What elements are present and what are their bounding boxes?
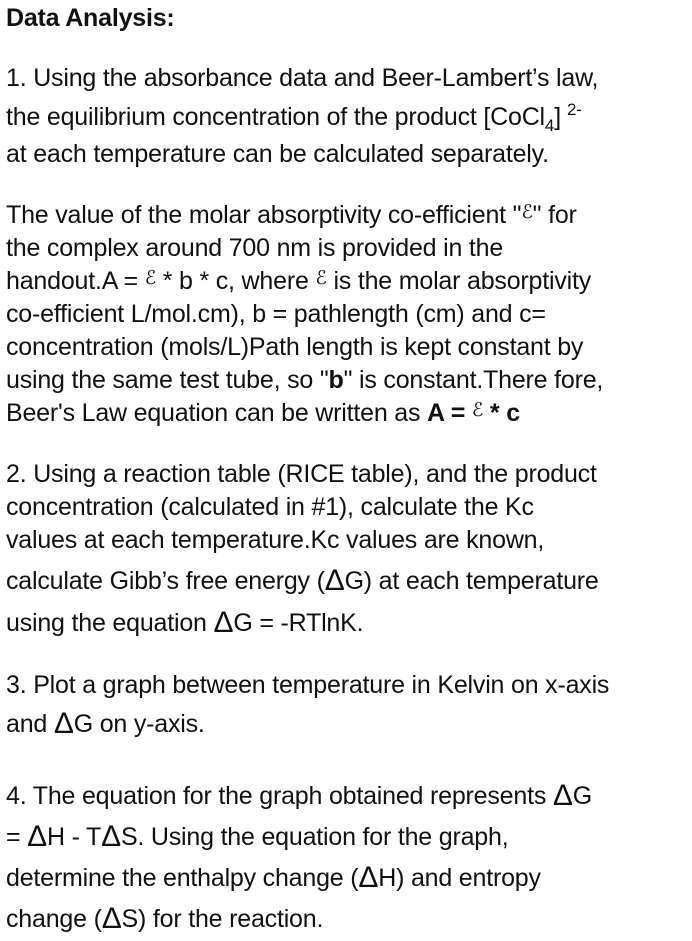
delta-symbol: Δ — [53, 707, 74, 740]
page-title: Data Analysis: — [6, 4, 175, 32]
step-4-line-2: = ΔH - TΔS. Using the equation for the graph, — [6, 820, 509, 853]
step-2-line-2: concentration (calculated in #1), calculate the Kc — [6, 493, 534, 521]
step-1-line-1: 1. Using the absorbance data and Beer-Lambert’s law, — [6, 64, 599, 92]
beers-law-equation-line: Beer's Law equation can be written as A = $^ℰ$ * c — [6, 399, 520, 427]
step-4-line-4: change (ΔS) for the reaction. — [6, 902, 324, 935]
delta-symbol: Δ — [324, 564, 345, 597]
step-2-line-4: calculate Gibb’s free energy (ΔG) at each temperature — [6, 564, 599, 597]
step-3-line-1: 3. Plot a graph between temperature in Kelvin on x-axis — [6, 671, 610, 699]
molar-absorptivity-line-3: handout.A = $^ℰ$ * b * c, where $^ℰ$ is the molar absorptivity — [6, 267, 592, 295]
step-2-line-3: values at each temperature.Kc values are known, — [6, 526, 545, 554]
step-2-line-5: using the equation ΔG = -RTlnK. — [6, 606, 364, 639]
delta-symbol: Δ — [27, 820, 47, 853]
step-4-line-3: determine the enthalpy change (ΔH) and entropy — [6, 861, 541, 894]
delta-symbol: Δ — [358, 861, 379, 894]
epsilon-symbol: ℰ — [315, 268, 327, 289]
molar-absorptivity-line-1: The value of the molar absorptivity co-efficient "$^ℰ$" for — [6, 201, 577, 229]
step-2-line-1: 2. Using a reaction table (RICE table), and the product — [6, 460, 597, 488]
step-1-line-2: the equilibrium concentration of the product [CoCl$_4$] $^{2-}$ — [6, 100, 582, 135]
superscript-charge: 2- — [566, 100, 582, 119]
step-1-line-3: at each temperature can be calculated separately. — [6, 140, 549, 168]
molar-absorptivity-line-2: the complex around 700 nm is provided in the — [6, 234, 504, 262]
delta-symbol: Δ — [101, 902, 122, 935]
delta-symbol: Δ — [552, 779, 573, 812]
step-3-line-2: and ΔG on y-axis. — [6, 707, 205, 740]
subscript-4: 4 — [544, 116, 555, 135]
molar-absorptivity-line-6: using the same test tube, so "b" is constant.There fore, — [6, 366, 604, 394]
molar-absorptivity-line-4: co-efficient L/mol.cm), b = pathlength (cm) and c= — [6, 300, 546, 328]
epsilon-symbol: ℰ — [471, 400, 484, 421]
delta-symbol: Δ — [101, 820, 121, 853]
epsilon-symbol: ℰ — [144, 268, 157, 289]
epsilon-symbol: ℰ — [521, 202, 533, 223]
step-4-line-1: 4. The equation for the graph obtained represents ΔG — [6, 779, 592, 812]
molar-absorptivity-line-5: concentration (mols/L)Path length is kept constant by — [6, 333, 584, 361]
delta-symbol: Δ — [213, 606, 234, 639]
